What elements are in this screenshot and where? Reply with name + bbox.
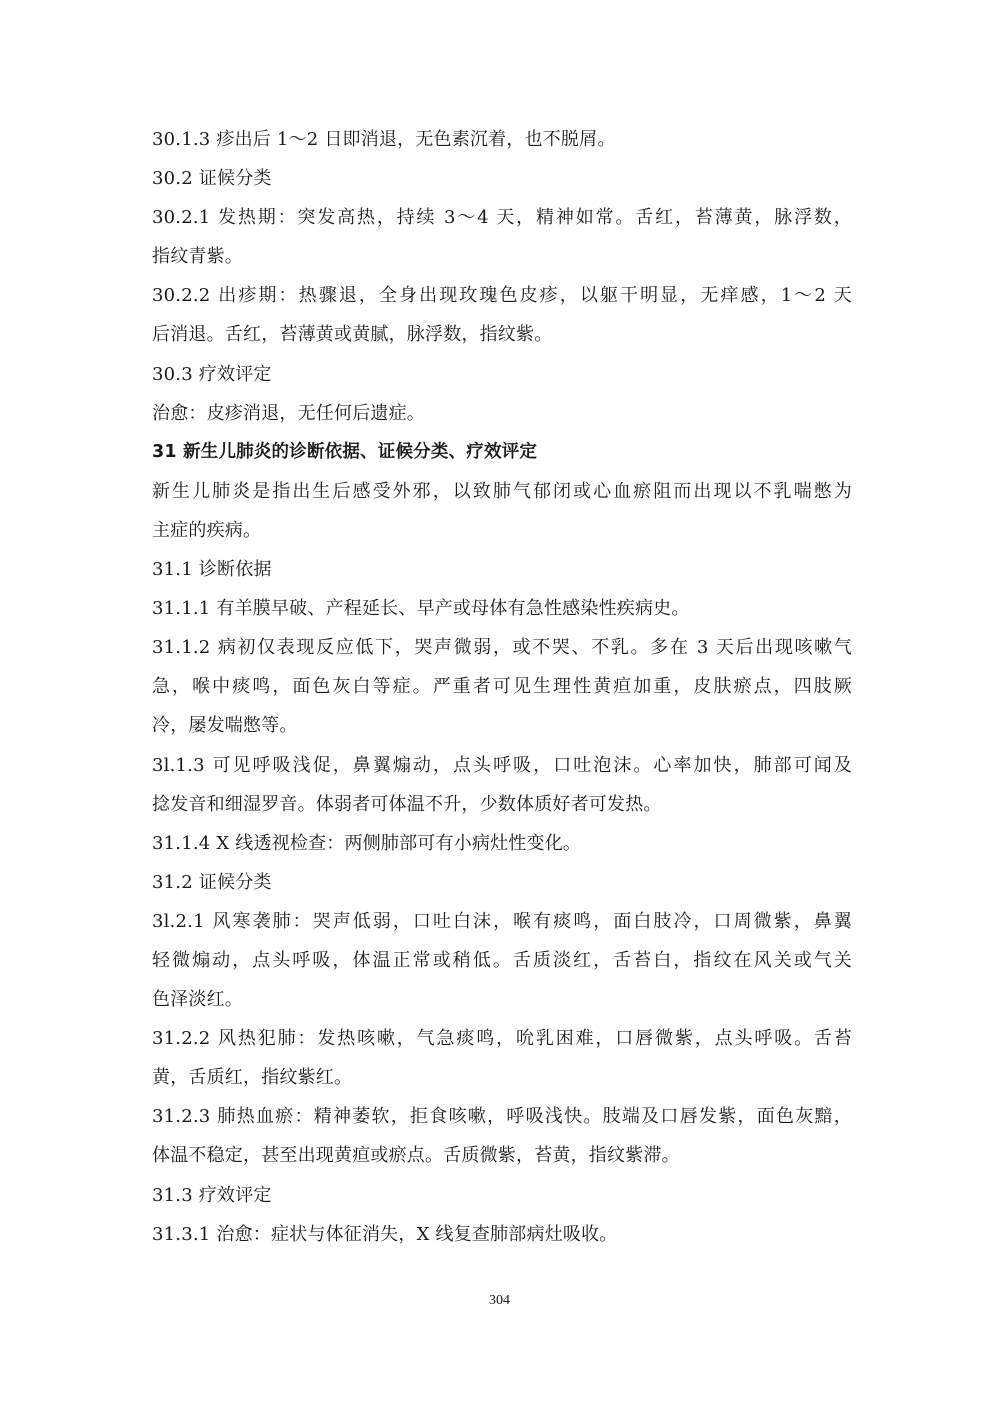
text-line: 30.1.3 疹出后 1～2 日即消退，无色素沉着，也不脱屑。 (152, 129, 616, 150)
chapter-heading: 31 新生儿肺炎的诊断依据、证候分类、疗效评定 (152, 441, 538, 462)
text-line: 新生儿肺炎是指出生后感受外邪，以致肺气郁闭或心血瘀阻而出现以不乳喘憋为 (152, 480, 852, 502)
text-line: 主症的疾病。 (152, 519, 262, 541)
section-heading: 31.2 证候分类 (152, 871, 272, 893)
text-line: 3l.1.3 可见呼吸浅促，鼻翼煽动，点头呼吸，口吐泡沫。心率加快，肺部可闻及 (152, 754, 852, 776)
text-line: 捻发音和细湿罗音。体弱者可体温不升，少数体质好者可发热。 (152, 793, 662, 815)
text-line: 黄，舌质红，指纹紫红。 (152, 1067, 353, 1089)
page-body (152, 120, 852, 1254)
text-line: 31.1.4 X 线透视检查：两侧肺部可有小病灶性变化。 (152, 832, 582, 854)
text-line: 后消退。舌红，苔薄黄或黄腻，脉浮数，指纹紫。 (152, 324, 553, 346)
text-line: 3l.2.1 风寒袭肺：哭声低弱，口吐白沫，喉有痰鸣，面白肢冷，口周微紫，鼻翼 (152, 910, 852, 932)
text-line: 体温不稳定，甚至出现黄疸或瘀点。舌质微紫，苔黄，指纹紫滞。 (152, 1145, 680, 1167)
page-number: 304 (489, 1293, 510, 1308)
text-line: 30.2.2 出疹期：热骤退，全身出现玫瑰色皮疹，以躯干明显，无痒感，1～2 天 (152, 285, 852, 307)
text-line: 31.3.1 治愈：症状与体征消失，X 线复查肺部病灶吸收。 (152, 1223, 618, 1245)
text-line: 30.2.1 发热期：突发高热，持续 3～4 天，精神如常。舌红，苔薄黄，脉浮数， (152, 207, 852, 229)
text-line: 轻微煽动，点头呼吸，体温正常或稍低。舌质淡红，舌苔白，指纹在风关或气关 (152, 949, 852, 971)
section-heading: 31.3 疗效评定 (152, 1184, 272, 1206)
section-heading: 30.3 疗效评定 (152, 363, 272, 385)
text-line: 31.2.3 肺热血瘀：精神萎软，拒食咳嗽，呼吸浅快。肢端及口唇发紫，面色灰黯， (152, 1106, 852, 1128)
text-line: 31.2.2 风热犯肺：发热咳嗽，气急痰鸣，吮乳困难，口唇微紫，点头呼吸。舌苔 (152, 1028, 852, 1050)
text-line: 治愈：皮疹消退，无任何后遗症。 (152, 402, 425, 424)
text-line: 冷，屡发喘憋等。 (152, 715, 298, 737)
text-line: 色泽淡红。 (152, 989, 243, 1011)
text-line: 31.1.1 有羊膜早破、产程延长、早产或母体有急性感染性疾病史。 (152, 598, 690, 620)
text-line: 急，喉中痰鸣，面色灰白等症。严重者可见生理性黄疸加重，皮肤瘀点，四肢厥 (152, 676, 852, 698)
section-heading: 30.2 证候分类 (152, 168, 272, 190)
text-line: 31.1.2 病初仅表现反应低下，哭声微弱，或不哭、不乳。多在 3 天后出现咳嗽气 (152, 637, 852, 659)
text-line: 指纹青紫。 (152, 246, 243, 268)
section-heading: 31.1 诊断依据 (152, 559, 272, 581)
